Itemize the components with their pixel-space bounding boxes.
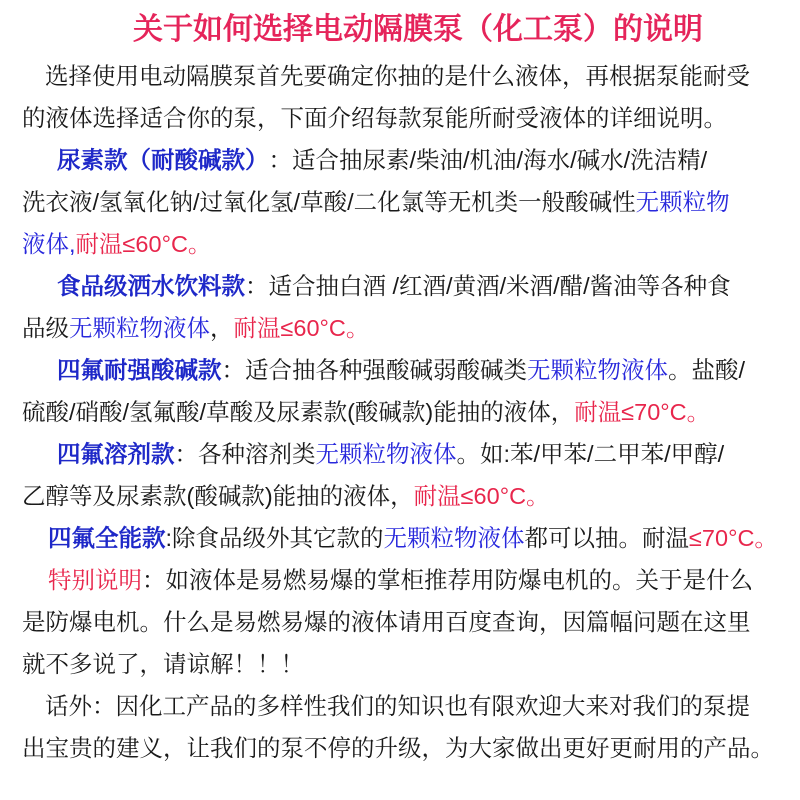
temperature-limit: 耐温≤60°C。 [233, 315, 370, 341]
product-description: 。盐酸/ [668, 357, 746, 383]
product-ptfe-solvent [22, 433, 800, 517]
particle-free-liquid-highlight: 液体, [22, 231, 76, 257]
product-name: 尿素款（耐酸碱款） [57, 147, 269, 173]
product-urea-acid-alkali [22, 139, 800, 265]
special-note-text: 是防爆电机。什么是易燃易爆的液体请用百度查询，因篇幅问题在这里 [22, 609, 751, 635]
closing-text: 话外：因化工产品的多样性我们的知识也有限欢迎大来对我们的泵提 [45, 693, 750, 719]
product-line [22, 139, 800, 181]
product-description: 。如:苯/甲苯/二甲苯/甲醇/ [456, 441, 725, 467]
particle-free-liquid-highlight: 无颗粒物液体 [315, 441, 457, 467]
special-note-line [22, 643, 800, 685]
product-line [22, 265, 800, 307]
closing-paragraph [22, 685, 800, 769]
temperature-limit: 耐温≤70°C。 [574, 399, 711, 425]
product-name: 四氟全能款 [48, 525, 166, 551]
product-name: 四氟耐强酸碱款 [57, 357, 222, 383]
particle-free-liquid-highlight: 无颗粒物 [635, 189, 730, 215]
document-body [0, 55, 800, 769]
product-description: 乙醇等及尿素款(酸碱款)能抽的液体， [22, 483, 414, 509]
special-note-text: 就不多说了，请谅解！！！ [22, 651, 304, 677]
intro-line-1 [22, 55, 800, 97]
product-ptfe-universal [22, 517, 800, 559]
product-description: ， [210, 315, 234, 341]
product-name: 食品级洒水饮料款 [57, 273, 245, 299]
product-line [22, 391, 800, 433]
intro-text: 的液体选择适合你的泵，下面介绍每款泵能所耐受液体的详细说明。 [22, 105, 727, 131]
product-description: :除食品级外其它款的 [165, 525, 384, 551]
special-note-line [22, 559, 800, 601]
document-title: 关于如何选择电动隔膜泵（化工泵）的说明 [133, 13, 703, 46]
particle-free-liquid-highlight: 无颗粒物液体 [383, 525, 525, 551]
intro-paragraph [22, 55, 800, 139]
product-line [22, 475, 800, 517]
product-description: 洗衣液/氢氧化钠/过氧化氢/草酸/二化氯等无机类一般酸碱性 [22, 189, 636, 215]
special-note-text: ：如液体是易燃易爆的掌柜推荐用防爆电机的。关于是什么 [142, 567, 753, 593]
product-line [22, 433, 800, 475]
intro-line-2 [22, 97, 800, 139]
product-description: ：各种溶剂类 [174, 441, 316, 467]
product-description: 都可以抽。耐温 [524, 525, 690, 551]
temperature-limit: 耐温≤60°C。 [75, 231, 212, 257]
temperature-limit: 耐温≤60°C。 [413, 483, 550, 509]
closing-text: 出宝贵的建义，让我们的泵不停的升级，为大家做出更好更耐用的产品。 [22, 735, 774, 761]
product-description: 品级 [22, 315, 69, 341]
product-line [22, 307, 800, 349]
particle-free-liquid-highlight: 无颗粒物液体 [527, 357, 668, 383]
product-description: ：适合抽白酒 /红酒/黄酒/米酒/醋/酱油等各种食 [245, 273, 731, 299]
special-note-line [22, 601, 800, 643]
product-food-grade [22, 265, 800, 349]
closing-line-2 [22, 727, 800, 769]
product-description: 硫酸/硝酸/氢氟酸/草酸及尿素款(酸碱款)能抽的液体， [22, 399, 575, 425]
special-note-label: 特别说明 [48, 567, 142, 593]
particle-free-liquid-highlight: 无颗粒物液体 [69, 315, 210, 341]
temperature-limit: ≤70°C。 [689, 525, 778, 551]
product-description: ：适合抽各种强酸碱弱酸碱类 [221, 357, 527, 383]
product-line [22, 223, 800, 265]
special-note [22, 559, 800, 685]
product-ptfe-strong-acid-alkali [22, 349, 800, 433]
closing-line-1 [22, 685, 800, 727]
intro-text: 选择使用电动隔膜泵首先要确定你抽的是什么液体，再根据泵能耐受 [45, 63, 750, 89]
product-description: ：适合抽尿素/柴油/机油/海水/碱水/洗洁精/ [268, 147, 708, 173]
product-line [22, 181, 800, 223]
product-line [22, 349, 800, 391]
product-line [22, 517, 800, 559]
product-name: 四氟溶剂款 [57, 441, 175, 467]
